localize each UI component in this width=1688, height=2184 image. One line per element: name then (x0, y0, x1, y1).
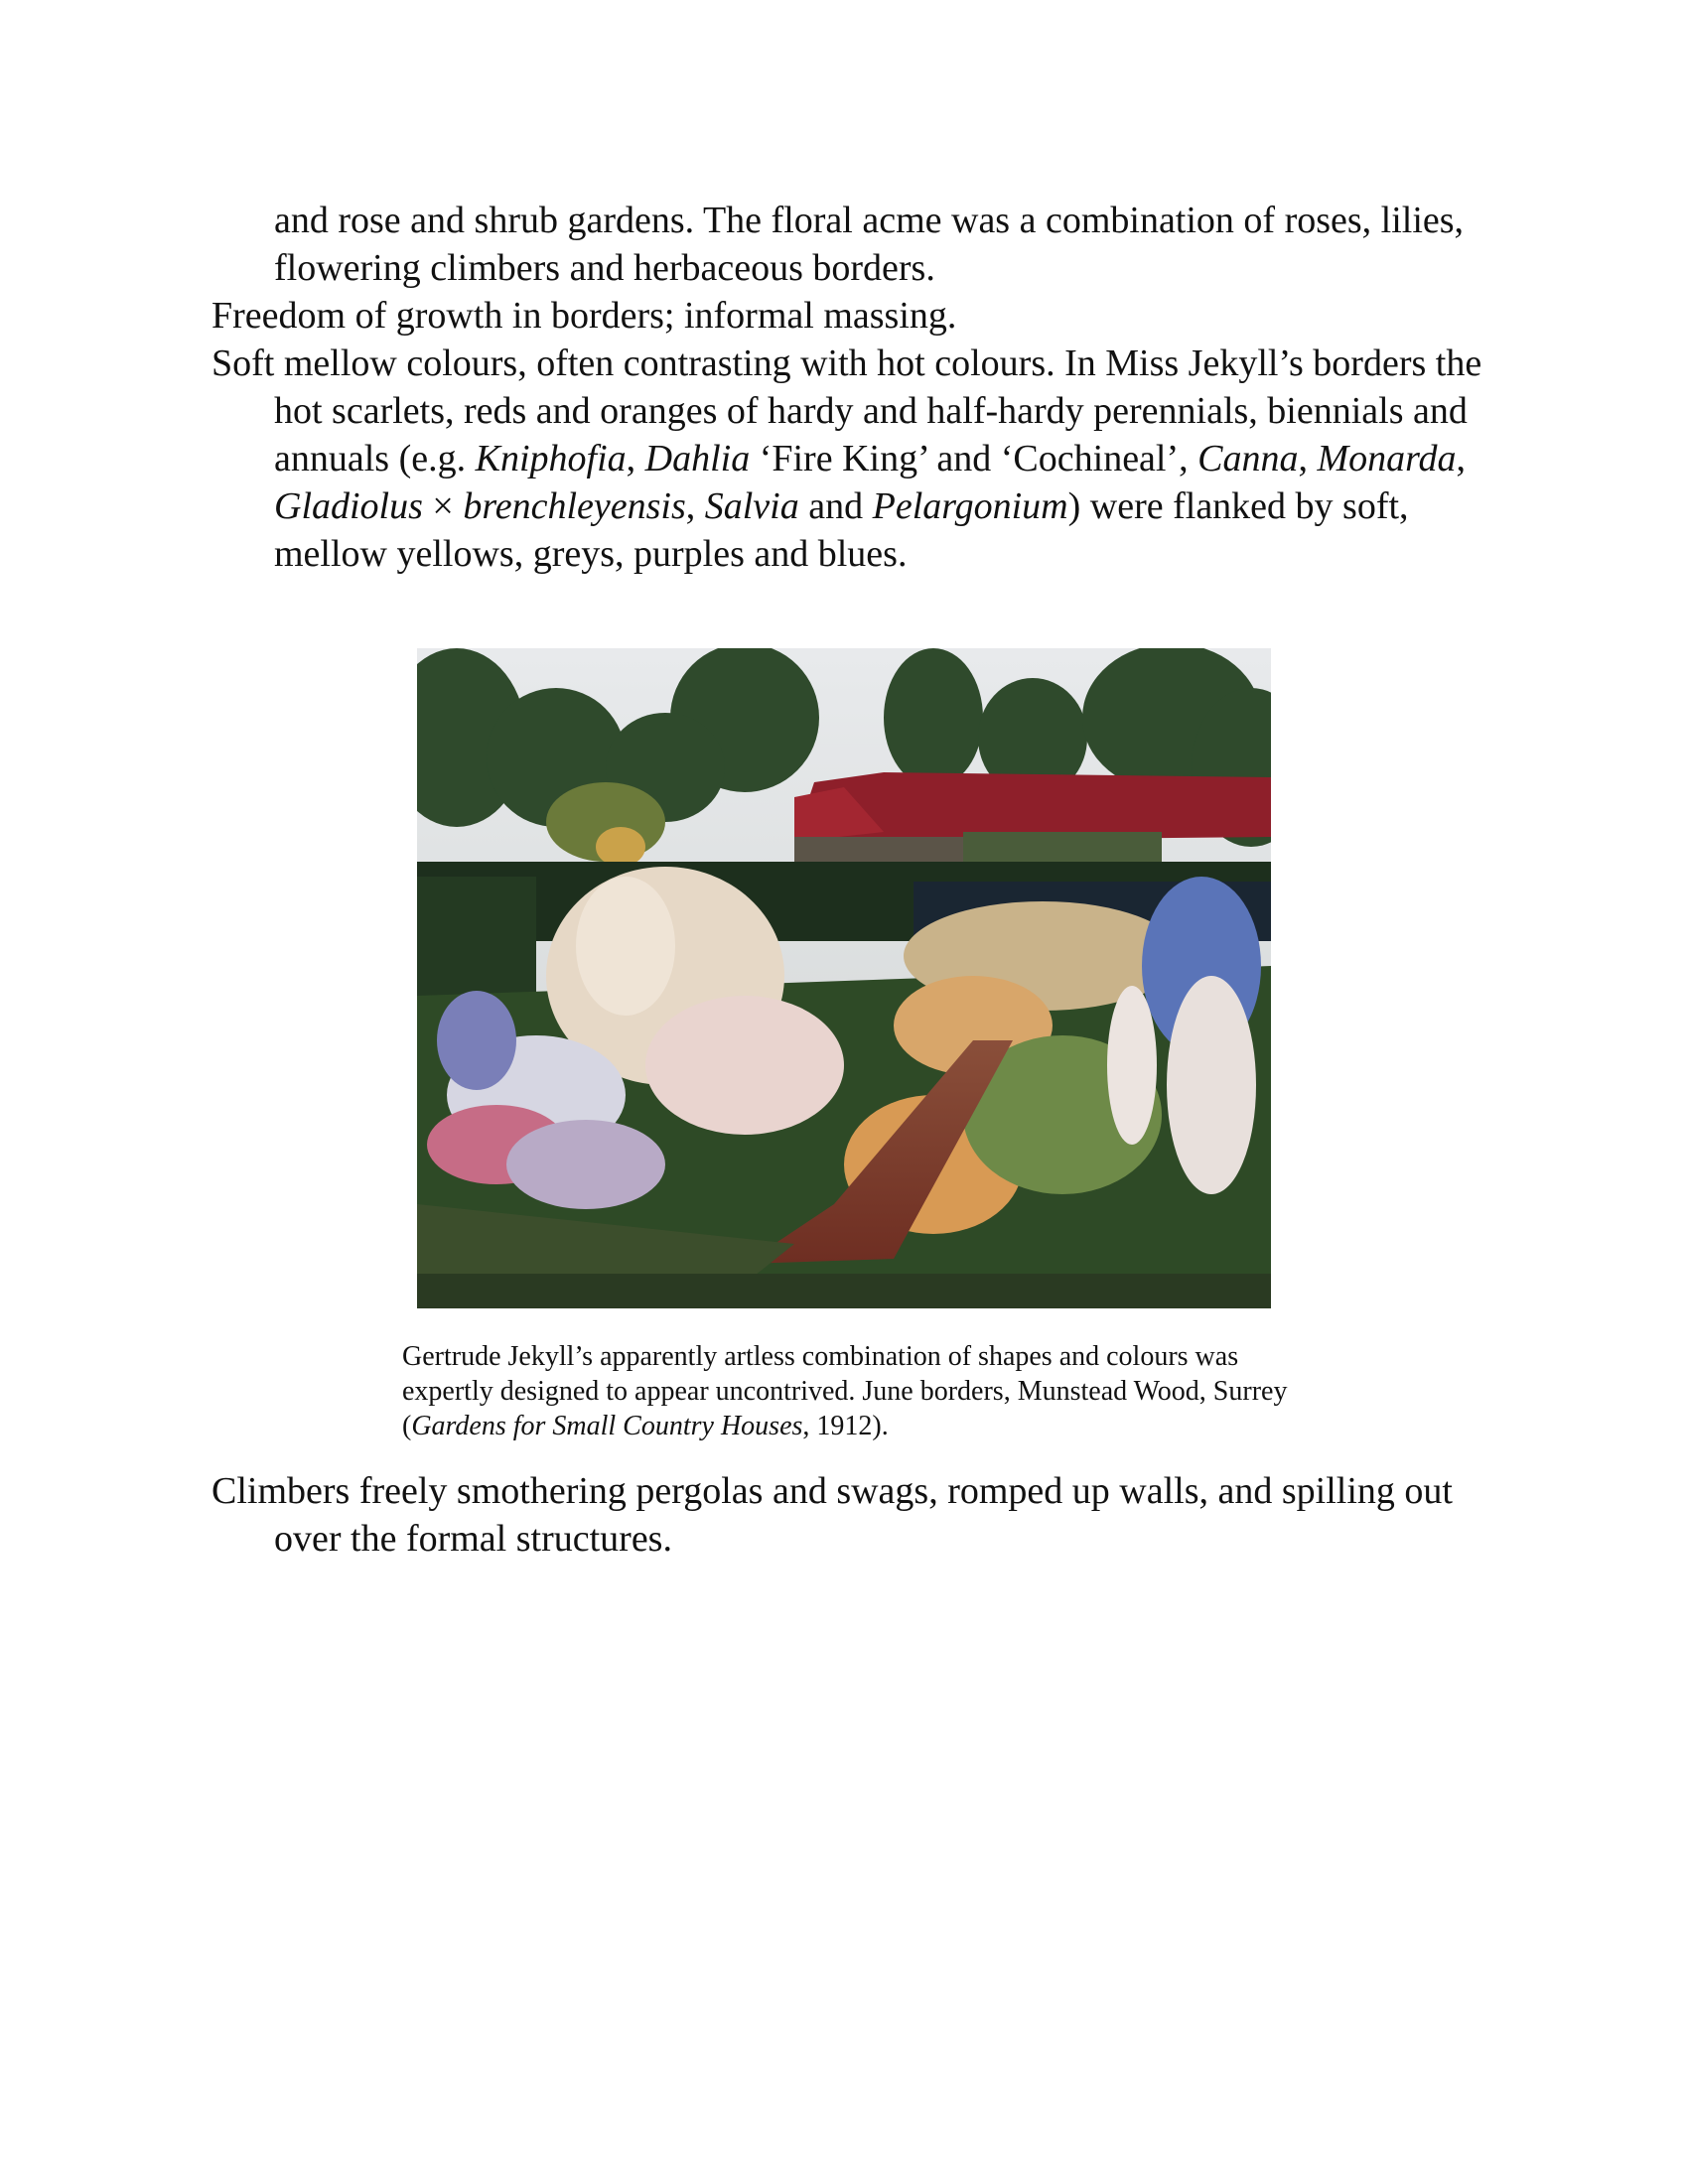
text-run: Soft mellow colours, often contrasting with hot colours. In Miss Jekyll’s borders the hot scarlets, reds and oranges of hardy and half-hardy perennials, biennials and annuals (e.g. (211, 342, 1482, 479)
text-run: , (1298, 438, 1318, 479)
italic-text-run: Gardens for Small Country Houses (411, 1411, 803, 1441)
lower-text-block (211, 1467, 1492, 1563)
italic-text-run: Monarda (1317, 438, 1457, 479)
text-run: × (422, 485, 464, 527)
text-run: ) were flanked by soft, mellow yellows, greys, purples and blues. (274, 485, 1409, 575)
italic-text-run: Gladiolus (274, 485, 423, 527)
italic-text-run: brenchleyensis (463, 485, 686, 527)
upper-text-block (211, 197, 1492, 578)
text-run: ‘Fire King’ and ‘Cochineal’, (750, 438, 1198, 479)
paragraph (211, 340, 1492, 578)
text-run: and rose and shrub gardens. The floral acme was a combination of roses, lilies, flowering climbers and herbaceous borders. (274, 200, 1465, 289)
text-run: Climbers freely smothering pergolas and swags, romped up walls, and spilling out over the formal structures. (211, 1470, 1453, 1560)
text-run: Gertrude Jekyll’s apparently artless combination of shapes and colours was expertly designed to appear uncontrived. June borders, Munstead Wood, Surrey ( (402, 1341, 1288, 1441)
text-run: , (685, 485, 705, 527)
continued-paragraph (211, 197, 1492, 292)
text-run: and (798, 485, 873, 527)
italic-text-run: Kniphofia (475, 438, 627, 479)
italic-text-run: Canna (1197, 438, 1299, 479)
paragraph (211, 1467, 1492, 1563)
garden-border-photo (417, 648, 1271, 1308)
text-run: , (1456, 438, 1467, 479)
text-run: , 1912). (802, 1411, 889, 1441)
italic-text-run: Salvia (704, 485, 799, 527)
italic-text-run: Dahlia (644, 438, 751, 479)
text-run: , (626, 438, 645, 479)
text-run: Freedom of growth in borders; informal massing. (211, 295, 957, 337)
paragraph (211, 292, 1492, 340)
figure-caption (402, 1339, 1296, 1443)
italic-text-run: Pelargonium (872, 485, 1068, 527)
garden-photo-illustration (417, 648, 1271, 1308)
